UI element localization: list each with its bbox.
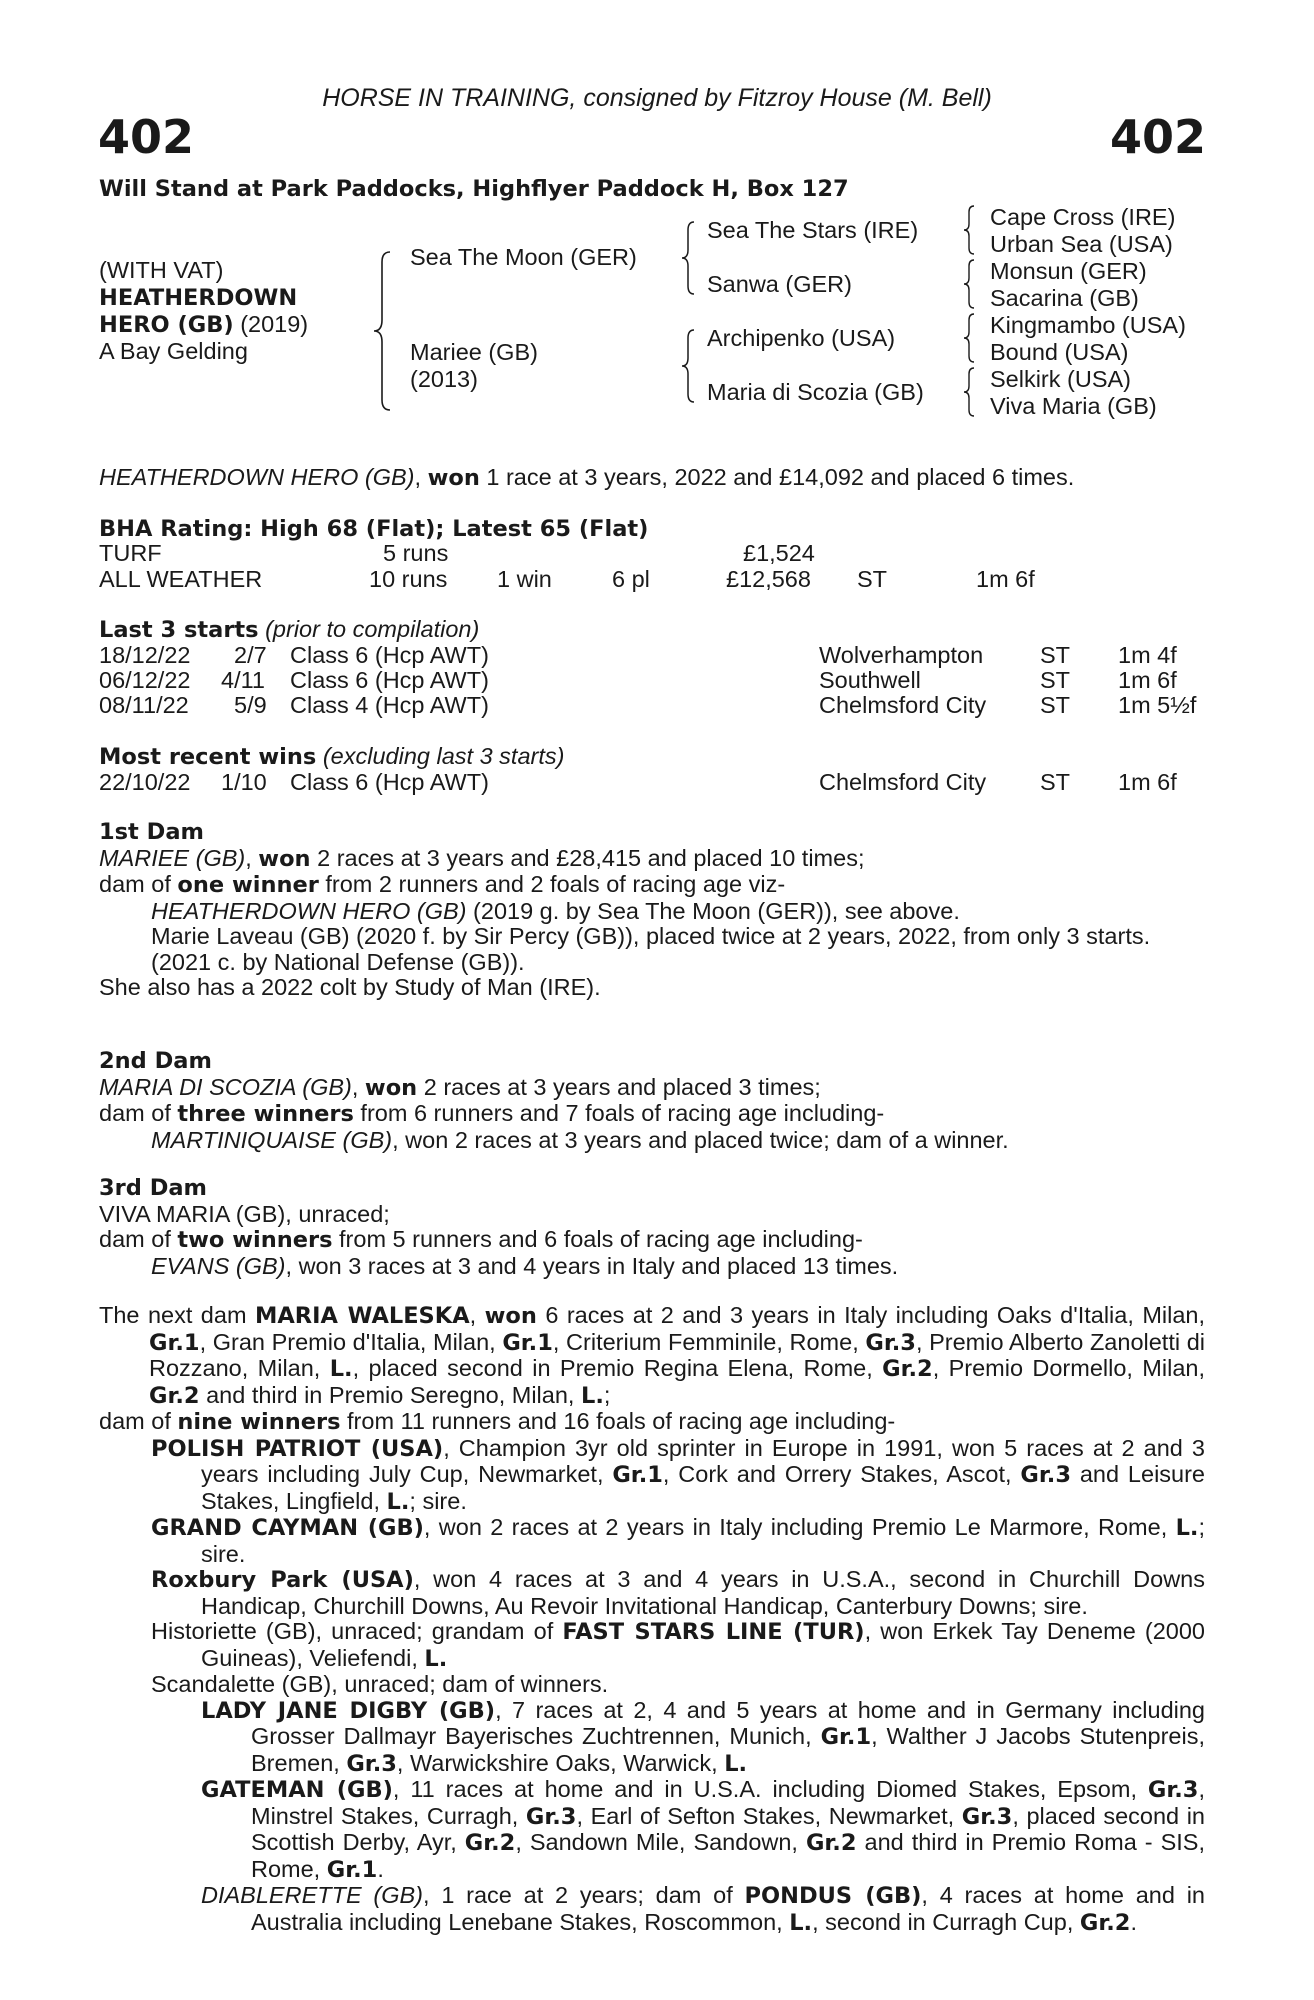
winners-count: nine winners	[177, 1409, 341, 1435]
start-distance: 1m 4f	[1118, 642, 1177, 668]
third-dam-section	[99, 1176, 1205, 1279]
progeny-entry: (2021 c. by National Defense (GB)).	[151, 948, 525, 975]
text: ;	[603, 1381, 611, 1408]
text: ; sire.	[201, 1514, 1205, 1567]
horse-year: (2019)	[233, 311, 309, 337]
win-class: Class 6 (Hcp AWT)	[290, 769, 489, 795]
progeny-entry	[99, 1777, 1205, 1883]
start-going: ST	[1040, 642, 1071, 668]
progeny-entry	[99, 1567, 1205, 1619]
grade: Gr.1	[820, 1724, 872, 1750]
text: dam of	[99, 1408, 178, 1434]
pedigree-gg-5: Kingmambo (USA)	[990, 312, 1186, 338]
start-date: 06/12/22	[99, 667, 191, 693]
pedigree-sire-sire: Sea The Stars (IRE)	[707, 217, 919, 243]
progeny-name: EVANS (GB)	[151, 1252, 286, 1279]
grade: Gr.1	[326, 1856, 378, 1883]
dam-record: VIVA MARIA (GB), unraced;	[99, 1200, 390, 1227]
pedigree-gg-7: Selkirk (USA)	[990, 366, 1132, 392]
first-dam-section	[99, 820, 1205, 1001]
next-dam-section	[99, 1303, 1205, 1936]
text: , second in Curragh Cup,	[812, 1908, 1080, 1935]
text: , placed second in Scottish Derby, Ayr,	[251, 1802, 1206, 1855]
text: , Earl of Sefton Stakes, Newmarket,	[576, 1802, 962, 1829]
dam-note: She also has a 2022 colt by Study of Man (IRE).	[99, 974, 601, 1000]
text: , Minstrel Stakes, Curragh,	[251, 1776, 1205, 1829]
rating-prize: £1,524	[743, 540, 815, 566]
pedigree-brace-gg4	[962, 366, 978, 418]
progeny-entry	[99, 1515, 1205, 1567]
pedigree-dam-dam: Maria di Scozia (GB)	[707, 379, 924, 405]
progeny-name: DIABLERETTE (GB)	[201, 1882, 424, 1908]
text: from 6 runners and 7 foals of racing age including-	[353, 1100, 885, 1126]
text: The next dam	[99, 1302, 255, 1328]
dam-record: 2 races at 3 years and placed 3 times;	[417, 1073, 821, 1100]
pedigree-brace-dam	[680, 328, 698, 404]
text: Historiette (GB), unraced; grandam of	[151, 1618, 563, 1644]
pedigree-dam-sire: Archipenko (USA)	[707, 325, 896, 351]
text: 6 races at 2 and 3 years in Italy including Oaks d'Italia, Milan,	[536, 1302, 1206, 1328]
won-label: won	[484, 1303, 537, 1329]
pedigree-gg-3: Monsun (GER)	[990, 258, 1147, 284]
text: Scandalette (GB), unraced; dam of winners.	[151, 1671, 609, 1697]
dam-name: MARIA DI SCOZIA (GB)	[99, 1073, 352, 1100]
won-label: won	[258, 845, 311, 872]
pedigree-gg-4: Sacarina (GB)	[990, 285, 1139, 311]
horse-name-line2: HERO (GB)	[99, 312, 234, 338]
grade: Gr.2	[1079, 1909, 1131, 1936]
text: , Premio Dormello, Milan,	[932, 1355, 1205, 1381]
dam-name: MARIA WALESKA	[254, 1303, 470, 1329]
pedigree-gg-1: Cape Cross (IRE)	[990, 204, 1176, 230]
grade: Gr.2	[882, 1356, 933, 1382]
text: and third in Premio Seregno, Milan,	[199, 1381, 581, 1408]
progeny-entry	[99, 1698, 1205, 1778]
next-dam-para	[99, 1303, 1205, 1409]
text: dam of	[99, 1100, 178, 1126]
progeny-name: GATEMAN (GB)	[201, 1777, 393, 1803]
rating-placed: 6 pl	[612, 566, 650, 592]
start-class: Class 4 (Hcp AWT)	[290, 692, 489, 718]
start-going: ST	[1040, 692, 1071, 718]
start-position: 2/7	[234, 642, 267, 668]
pedigree-brace-sire	[680, 220, 698, 296]
pedigree-brace-gg1	[962, 204, 978, 256]
grade: L.	[1175, 1515, 1199, 1541]
second-dam-section	[99, 1049, 1205, 1153]
text: from 5 runners and 6 foals of racing age including-	[332, 1226, 863, 1252]
stabling-info: Will Stand at Park Paddocks, Highflyer Paddock H, Box 127	[99, 176, 849, 202]
race-summary	[99, 465, 1074, 492]
summary-won: won	[427, 465, 480, 491]
won-label: won	[364, 1074, 418, 1101]
grade: Gr.3	[865, 1329, 916, 1356]
win-position: 1/10	[221, 769, 267, 795]
rating-surface: TURF	[99, 540, 162, 566]
grade: L.	[724, 1750, 748, 1777]
winners-count: one winner	[177, 872, 319, 898]
progeny-record: (2019 g. by Sea The Moon (GER)), see above.	[466, 897, 960, 924]
start-class: Class 6 (Hcp AWT)	[290, 667, 489, 693]
text: and Leisure Stakes, Lingfield,	[201, 1461, 1205, 1514]
text: ,	[469, 1302, 485, 1328]
progeny-name: PONDUS (GB)	[744, 1883, 922, 1909]
text: , 1 race at 2 years; dam of	[423, 1882, 745, 1908]
grade: L.	[580, 1382, 604, 1409]
start-position: 4/11	[221, 667, 265, 693]
vat-label: (WITH VAT)	[99, 257, 224, 283]
text: , placed second in Premio Regina Elena, Rome,	[352, 1355, 883, 1381]
text: , Gran Premio d'Italia, Milan,	[199, 1328, 503, 1355]
grade: Gr.1	[149, 1329, 200, 1356]
rating-wins: 1 win	[497, 566, 552, 592]
progeny-entry: Marie Laveau (GB) (2020 f. by Sir Percy (GB)), placed twice at 2 years, 2022, from only 3 starts.	[151, 923, 1151, 949]
third-dam-heading: 3rd Dam	[99, 1175, 207, 1201]
progeny-name: MARTINIQUAISE (GB)	[151, 1126, 393, 1153]
rating-surface: ALL WEATHER	[99, 566, 263, 592]
grade: Gr.3	[525, 1803, 577, 1830]
second-dam-heading: 2nd Dam	[99, 1048, 212, 1074]
text: ; sire.	[409, 1487, 467, 1514]
last-starts-heading: Last 3 starts	[99, 617, 259, 643]
pedigree-dam-year: (2013)	[410, 366, 478, 392]
pedigree-gg-2: Urban Sea (USA)	[990, 231, 1173, 257]
next-dam-produce	[99, 1409, 1205, 1436]
pedigree-brace-gg3	[962, 312, 978, 364]
last-starts-note: (prior to compilation)	[258, 616, 480, 642]
summary-horse-name: HEATHERDOWN HERO (GB)	[99, 464, 415, 490]
sep: ,	[351, 1073, 365, 1100]
text: , Criterium Femminile, Rome,	[552, 1328, 866, 1355]
summary-sep: ,	[414, 464, 428, 490]
text: , Warwickshire Oaks, Warwick,	[396, 1749, 725, 1776]
recent-wins-heading: Most recent wins	[99, 744, 317, 770]
text: , 4 races at home and in Australia including Lenebane Stakes, Roscommon,	[251, 1882, 1205, 1935]
start-position: 5/9	[234, 692, 267, 718]
last-starts-title	[99, 617, 479, 644]
start-distance: 1m 6f	[1118, 667, 1177, 693]
progeny-name: LADY JANE DIGBY (GB)	[201, 1697, 496, 1724]
progeny-name: FAST STARS LINE (TUR)	[562, 1619, 865, 1645]
rating-runs: 5 runs	[383, 540, 449, 566]
lot-number-left: 402	[98, 110, 195, 164]
progeny-entry	[99, 1672, 1205, 1698]
horse-block	[99, 258, 308, 365]
horse-name: HEATHERDOWN	[99, 285, 298, 311]
start-date: 08/11/22	[99, 692, 189, 718]
progeny-entry	[99, 1436, 1205, 1516]
text: , won 4 races at 3 and 4 years in U.S.A., second in Churchill Downs Handicap, Churchill Downs, Au Revoir Invitational Handicap, Canterbury Downs; sire.	[201, 1566, 1205, 1619]
start-course: Wolverhampton	[819, 642, 984, 668]
lot-number-right: 402	[1109, 110, 1206, 164]
pedigree-brace-gg2	[962, 258, 978, 310]
text: , 7 races at 2, 4 and 5 years at home and in Germany including Grosser Dallmayr Bayerisches Zuchtrennen, Munich,	[251, 1696, 1206, 1749]
win-going: ST	[1040, 769, 1071, 795]
first-dam-heading: 1st Dam	[99, 819, 204, 845]
progeny-entry	[99, 1619, 1205, 1672]
recent-wins-note: (excluding last 3 starts)	[316, 743, 565, 769]
progeny-name: GRAND CAYMAN (GB)	[151, 1515, 424, 1541]
grade: Gr.3	[346, 1750, 397, 1777]
start-course: Southwell	[819, 667, 921, 693]
text: , Cork and Orrery Stakes, Ascot,	[662, 1461, 1021, 1487]
grade: Gr.3	[1147, 1777, 1199, 1803]
winners-count: three winners	[177, 1101, 354, 1127]
progeny-name: HEATHERDOWN HERO (GB)	[151, 897, 467, 924]
text: dam of	[99, 871, 178, 897]
progeny-record: , won 3 races at 3 and 4 years in Italy and placed 13 times.	[285, 1252, 899, 1279]
grade: Gr.2	[149, 1382, 200, 1409]
start-going: ST	[1040, 667, 1071, 693]
text: , won 2 races at 2 years in Italy including Premio Le Marmore, Rome,	[423, 1514, 1176, 1540]
text: .	[1130, 1908, 1137, 1935]
rating-prize: £12,568	[726, 566, 811, 592]
dam-record: 2 races at 3 years and £28,415 and placed 10 times;	[310, 844, 865, 871]
win-course: Chelmsford City	[819, 769, 987, 795]
summary-rest: 1 race at 3 years, 2022 and £14,092 and placed 6 times.	[479, 464, 1075, 490]
text: from 11 runners and 16 foals of racing age including-	[340, 1408, 896, 1434]
grade: L.	[329, 1356, 353, 1382]
start-distance: 1m 5½f	[1118, 692, 1197, 718]
horse-description: A Bay Gelding	[99, 338, 248, 364]
pedigree-gg-6: Bound (USA)	[990, 339, 1129, 365]
text: , Premio Alberto Zanoletti di Rozzano, Milan,	[149, 1328, 1206, 1381]
progeny-record: , won 2 races at 3 years and placed twice; dam of a winner.	[392, 1126, 1009, 1153]
text: , Sandown Mile, Sandown,	[515, 1829, 806, 1855]
text: .	[377, 1855, 384, 1882]
win-distance: 1m 6f	[1118, 769, 1177, 795]
winners-count: two winners	[177, 1227, 333, 1253]
grade: Gr.2	[805, 1830, 857, 1856]
text: , Champion 3yr old sprinter in Europe in 1991, won 5 races at 2 and 3 years including July Cup, Newmarket,	[201, 1434, 1205, 1487]
rating-going: ST	[857, 566, 888, 592]
progeny-name: Roxbury Park (USA)	[151, 1567, 414, 1593]
pedigree-dam: Mariee (GB)	[410, 339, 538, 365]
text: and third in Premio Roma - SIS, Rome,	[251, 1829, 1205, 1882]
win-date: 22/10/22	[99, 769, 191, 795]
start-class: Class 6 (Hcp AWT)	[290, 642, 489, 668]
dam-name: MARIEE (GB)	[99, 844, 246, 871]
text: , Walther J Jacobs Stutenpreis, Bremen,	[251, 1723, 1205, 1776]
progeny-name: POLISH PATRIOT (USA)	[151, 1435, 444, 1462]
bha-rating-title: BHA Rating: High 68 (Flat); Latest 65 (Flat)	[99, 516, 649, 542]
pedigree-brace-gen1	[372, 250, 396, 412]
consignment-header: HORSE IN TRAINING, consigned by Fitzroy House (M. Bell)	[322, 84, 992, 112]
grade: L.	[789, 1909, 813, 1936]
pedigree-sire: Sea The Moon (GER)	[410, 244, 637, 270]
text: dam of	[99, 1226, 178, 1252]
sep: ,	[245, 844, 259, 871]
grade: Gr.3	[961, 1803, 1013, 1830]
text: , 11 races at home and in U.S.A. including Diomed Stakes, Epsom,	[392, 1776, 1148, 1802]
pedigree-gg-8: Viva Maria (GB)	[990, 393, 1157, 419]
grade: Gr.2	[464, 1830, 516, 1856]
pedigree-sire-dam: Sanwa (GER)	[707, 271, 852, 297]
recent-wins-title	[99, 744, 564, 771]
grade: Gr.3	[1020, 1462, 1071, 1488]
grade: L.	[424, 1645, 448, 1672]
rating-distance: 1m 6f	[976, 566, 1035, 592]
start-date: 18/12/22	[99, 642, 191, 668]
rating-runs: 10 runs	[369, 566, 448, 592]
grade: Gr.1	[612, 1462, 663, 1488]
text: , won Erkek Tay Deneme (2000 Guineas), Veliefendi,	[201, 1618, 1205, 1671]
text: from 2 runners and 2 foals of racing age viz-	[318, 871, 786, 897]
progeny-entry	[99, 1883, 1205, 1936]
start-course: Chelmsford City	[819, 692, 987, 718]
grade: Gr.1	[502, 1329, 553, 1356]
grade: L.	[386, 1488, 410, 1515]
